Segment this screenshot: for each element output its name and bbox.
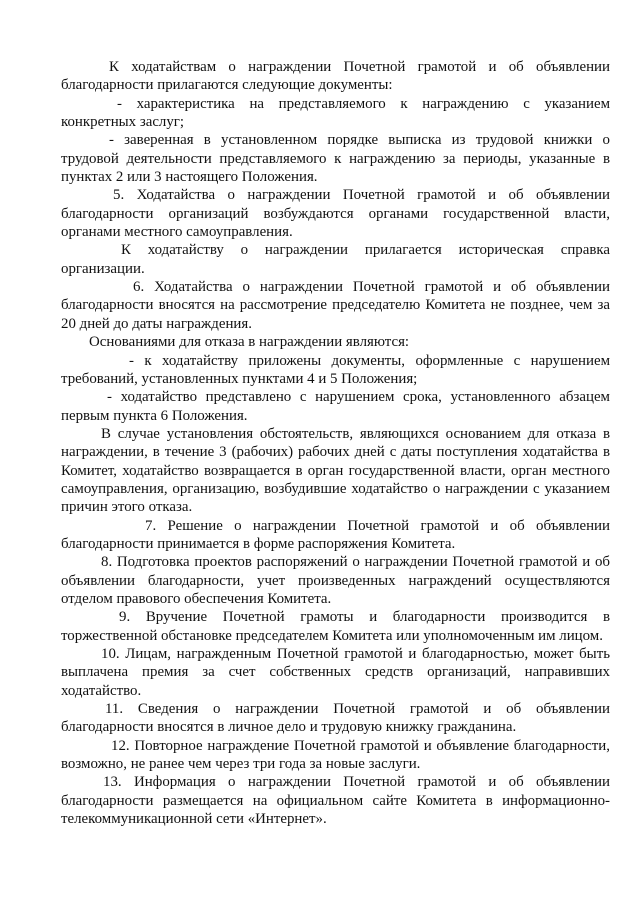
paragraph: Основаниями для отказа в награждении являются: (89, 334, 410, 351)
paragraph: 8. Подготовка проектов распоряжений о награждении Почетной грамотой и об объявлении благодарности, учет произведенных награждений осуществляются отделом правового обеспечения Комитета. (61, 554, 610, 607)
paragraph: К ходатайствам о награждении Почетной грамотой и об объявлении благодарности прилагаются следующие документы: (61, 59, 610, 94)
paragraph: - характеристика на представляемого к награждению с указанием конкретных заслуг; (61, 95, 610, 131)
paragraph: 5. Ходатайства о награждении Почетной грамотой и об объявлении благодарности организаций возбуждаются органами государственной власти, органами местного самоуправления. (61, 187, 610, 241)
document-body (61, 58, 610, 828)
paragraph: 12. Повторное награждение Почетной грамотой и объявление благодарности, возможно, не ранее чем через три года за новые заслуги. (61, 737, 610, 773)
paragraph: - ходатайство представлено с нарушением срока, установленного абзацем первым пункта 6 Положения. (61, 389, 610, 424)
paragraph: 9. Вручение Почетной грамоты и благодарности производится в торжественной обстановке председателем Комитета или уполномоченным им лицом. (61, 609, 610, 644)
paragraph: 7. Решение о награждении Почетной грамотой и об объявлении благодарности принимается в форме распоряжения Комитета. (61, 517, 610, 552)
paragraph: 13. Информация о награждении Почетной грамотой и об объявлении благодарности размещается на официальном сайте Комитета в информационно-телекоммуникационной сети «Интернет». (61, 774, 610, 828)
paragraph: К ходатайству о награждении прилагается историческая справка организации. (61, 242, 610, 277)
paragraph: - к ходатайству приложены документы, оформленные с нарушением требований, установленных пунктами 4 и 5 Положения; (61, 352, 610, 387)
paragraph: - заверенная в установленном порядке выписка из трудовой книжки о трудовой деятельности представляемого к награждению за периоды, указанные в пунктах 2 или 3 настоящего Положения. (61, 132, 610, 186)
paragraph: В случае установления обстоятельств, являющихся основанием для отказа в награждении, в течение 3 (рабочих) рабочих дней с даты поступления ходатайства в Комитет, ходатайство возвращается в орган государственной власти, орган местного самоуправления, организацию, возбудившие ходатайство о награждении с указанием причин этого отказа. (61, 425, 610, 516)
paragraph: 6. Ходатайства о награждении Почетной грамотой и об объявлении благодарности вносятся на рассмотрение председателю Комитета не позднее, чем за 20 дней до даты награждения. (61, 279, 610, 332)
paragraph: 10. Лицам, награжденным Почетной грамотой и благодарностью, может быть выплачена премия за счет собственных средств организаций, направивших ходатайство. (61, 646, 610, 699)
paragraph: 11. Сведения о награждении Почетной грамотой и об объявлении благодарности вносятся в личное дело и трудовую книжку гражданина. (61, 701, 610, 736)
